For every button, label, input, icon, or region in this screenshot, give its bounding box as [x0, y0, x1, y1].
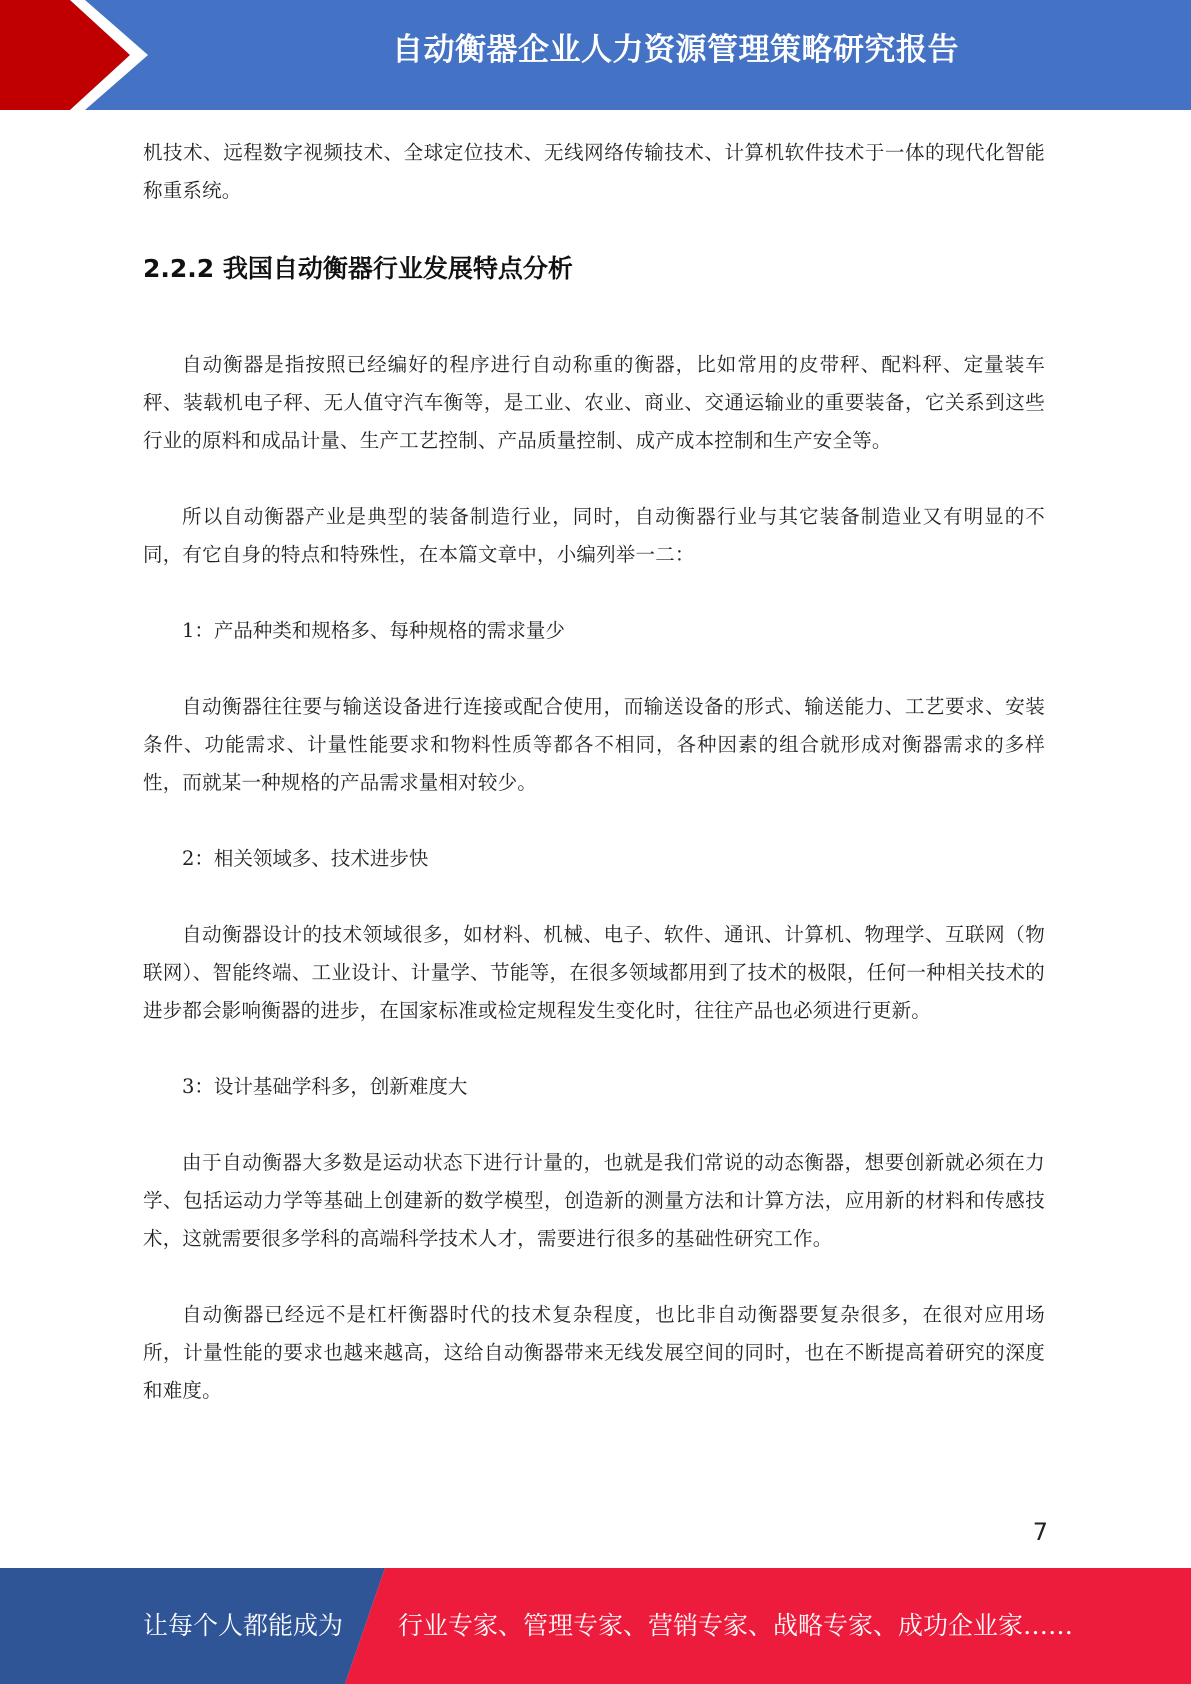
intro-paragraph: 机技术、远程数字视频技术、全球定位技术、无线网络传输技术、计算机软件技术于一体的现代化智能称重系统。 — [143, 141, 1045, 202]
page-number: 7 — [1032, 1518, 1048, 1546]
point-3-heading: 3：设计基础学科多，创新难度大 — [182, 1075, 468, 1098]
page-content — [143, 134, 1045, 1410]
page-footer — [0, 1568, 1191, 1684]
section-heading: 2.2.2 我国自动衡器行业发展特点分析 — [143, 254, 573, 283]
point-1-heading: 1：产品种类和规格多、每种规格的需求量少 — [182, 619, 565, 642]
point-3-text: 由于自动衡器大多数是运动状态下进行计量的，也就是我们常说的动态衡器，想要创新就必须在力学、包括运动力学等基础上创建新的数学模型，创造新的测量方法和计算方法，应用新的材料和传感技术，这就需要很多学科的高端科学技术人才，需要进行很多的基础性研究工作。 — [143, 1151, 1045, 1250]
point-1-text: 自动衡器往往要与输送设备进行连接或配合使用，而输送设备的形式、输送能力、工艺要求、安装条件、功能需求、计量性能要求和物料性质等都各不相同，各种因素的组合就形成对衡器需求的多样性，而就某一种规格的产品需求量相对较少。 — [143, 695, 1045, 794]
point-2-heading: 2：相关领域多、技术进步快 — [182, 847, 429, 870]
paragraph-industry: 所以自动衡器产业是典型的装备制造行业，同时，自动衡器行业与其它装备制造业又有明显的不同，有它自身的特点和特殊性，在本篇文章中，小编列举一二： — [143, 505, 1045, 566]
document-title: 自动衡器企业人力资源管理策略研究报告 — [392, 32, 959, 68]
footer-slogan-right: 行业专家、管理专家、营销专家、战略专家、成功企业家…… — [398, 1611, 1074, 1640]
footer-slogan-left: 让每个人都能成为 — [143, 1611, 344, 1640]
header-chevron-decoration — [0, 0, 160, 110]
point-2-text: 自动衡器设计的技术领域很多，如材料、机械、电子、软件、通讯、计算机、物理学、互联网（物联网）、智能终端、工业设计、计量学、节能等，在很多领域都用到了技术的极限，任何一种相关技术的进步都会影响衡器的进步，在国家标准或检定规程发生变化时，往往产品也必须进行更新。 — [143, 923, 1045, 1022]
closing-paragraph: 自动衡器已经远不是杠杆衡器时代的技术复杂程度，也比非自动衡器要复杂很多，在很对应用场所，计量性能的要求也越来越高，这给自动衡器带来无线发展空间的同时，也在不断提高着研究的深度和难度。 — [143, 1303, 1045, 1402]
paragraph-definition: 自动衡器是指按照已经编好的程序进行自动称重的衡器，比如常用的皮带秤、配料秤、定量装车秤、装载机电子秤、无人值守汽车衡等，是工业、农业、商业、交通运输业的重要装备，它关系到这些行业的原料和成品计量、生产工艺控制、产品质量控制、成产成本控制和生产安全等。 — [143, 353, 1045, 452]
page-header — [0, 0, 1191, 110]
